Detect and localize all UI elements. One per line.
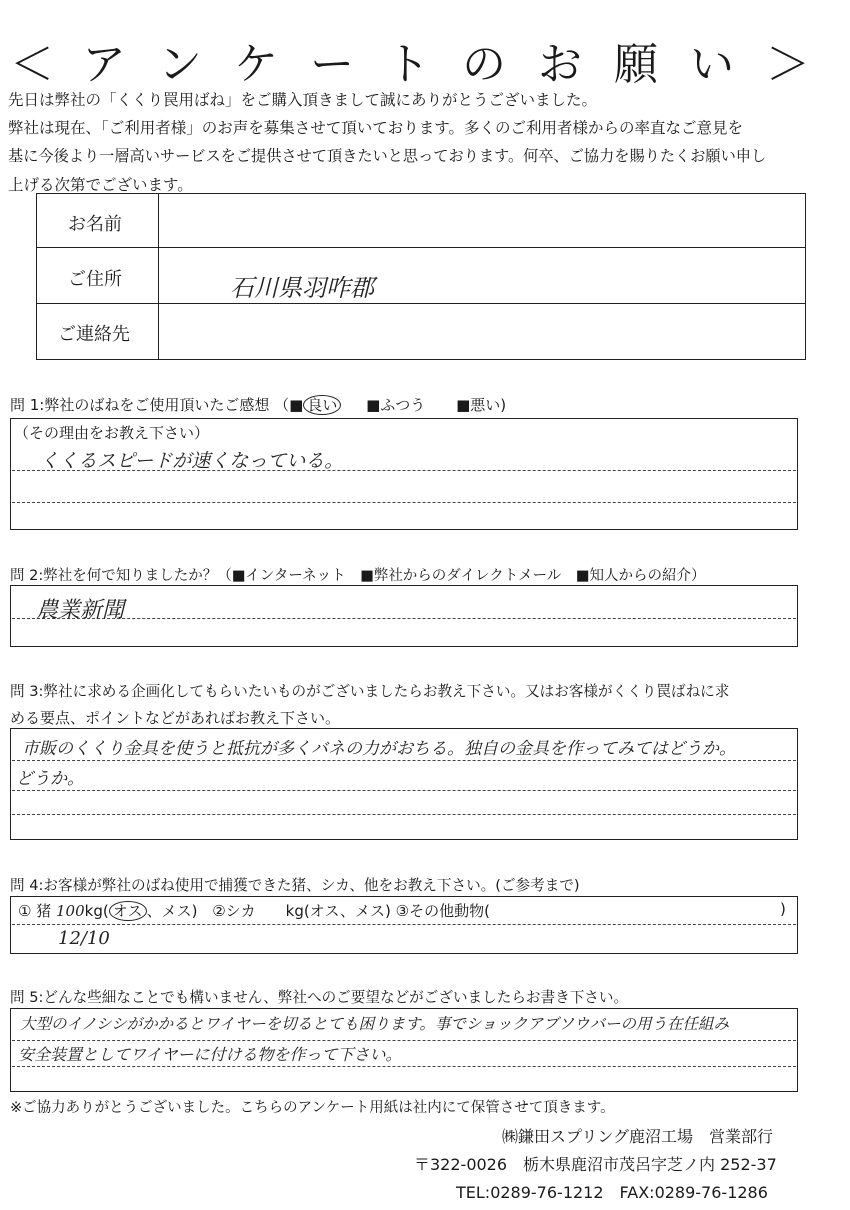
q4-boar-male[interactable]: オス [109, 901, 147, 921]
title-char: ア [82, 39, 128, 90]
q1-option-normal[interactable]: ■ふつう [366, 396, 426, 414]
q1-option-good[interactable]: 良い [303, 395, 341, 415]
q4-boar-rest: 、メス) [146, 902, 198, 920]
answer-line [12, 618, 796, 619]
q1-question [10, 394, 506, 415]
q2-answer[interactable]: 農業新聞 [36, 598, 125, 623]
q4-boar-prefix: ① 猪 [18, 902, 52, 920]
q2-answer-box [10, 585, 798, 647]
answer-line [12, 790, 796, 791]
title-char: の [462, 39, 508, 90]
q1-reason-label: （その理由をお教え下さい） [14, 424, 210, 442]
address-value[interactable]: 石川県羽咋郡 [230, 274, 374, 302]
title-open-bracket: ＜ [10, 39, 56, 90]
info-row-line [36, 303, 806, 304]
intro-line: 弊社は現在、「ご利用者様」のお声を募集させて頂いております。多くのご利用者様からの率直なご意見を [8, 119, 744, 137]
q4-other-close: ) [780, 900, 786, 918]
q4-boar-weight[interactable]: 100 [56, 902, 85, 920]
q5-answer-line1[interactable]: 大型のイノシシがかかるとワイヤーを切るとても困ります。事でショックアブソウバーの用う在任組み [20, 1015, 730, 1033]
q3-question-line2: める要点、ポイントなどがあればお教え下さい。 [10, 709, 341, 727]
answer-line [12, 502, 796, 503]
q4-question: 問 4:お客様が弊社のばね使用で捕獲できた猪、シカ、他をお教え下さい。(ご参考まで) [10, 877, 580, 894]
address-label: ご住所 [68, 269, 122, 290]
title-char: い [690, 39, 736, 90]
title-char: ー [310, 39, 356, 90]
intro-line: 先日は弊社の「くくり罠用ばね」をご購入頂きまして誠にありがとうございました。 [8, 91, 598, 109]
title-char: ン [158, 39, 204, 90]
answer-line [12, 814, 796, 815]
title-char: ケ [234, 39, 280, 90]
q5-answer-line2[interactable]: 安全装置としてワイヤーに付ける物を作って下さい。 [18, 1045, 402, 1064]
answer-line [12, 1066, 796, 1067]
contact-label: ご連絡先 [58, 324, 130, 345]
info-table [36, 193, 806, 360]
q1-option-bad[interactable]: ■悪い) [456, 396, 507, 414]
q4-deer[interactable]: ②シカ kg(オス、メス) [212, 902, 391, 920]
footer-company: ㈱鎌田スプリング鹿沼工場 営業部行 [502, 1127, 774, 1146]
q4-answer[interactable]: 12/10 [58, 928, 110, 949]
q1-answer[interactable]: くくるスピードが速くなっている。 [40, 450, 344, 472]
answer-line [12, 1040, 796, 1041]
footer-thanks: ※ご協力ありがとうございました。こちらのアンケート用紙は社内にて保管させて頂きます。 [10, 1100, 615, 1116]
page-title [10, 28, 840, 88]
info-row-line [36, 247, 806, 248]
title-char: お [538, 39, 584, 90]
footer-phone: TEL:0289-76-1212 FAX:0289-76-1286 [456, 1183, 768, 1202]
q5-question: 問 5:どんな些細なことでも構いません、弊社へのご要望などがございましたらお書き下さい。 [10, 989, 629, 1006]
q1-text: 問 1:弊社のばねをご使用頂いたご感想 （■ [10, 396, 304, 414]
answer-line [12, 760, 796, 761]
title-char: ト [386, 39, 432, 90]
q4-options [18, 900, 490, 921]
q4-boar-unit: kg( [84, 902, 109, 920]
q3-answer-line2[interactable]: どうか。 [16, 769, 84, 789]
intro-line: 基に今後より一層高いサービスをご提供させて頂きたいと思っております。何卒、ご協力を賜りたくお願い申し [8, 147, 767, 165]
info-divider [158, 193, 159, 360]
answer-line [12, 924, 796, 925]
name-label: お名前 [68, 214, 122, 235]
footer-address: 〒322-0026 栃木県鹿沼市茂呂字芝ノ内 252-37 [414, 1155, 777, 1174]
q3-question-line1: 問 3:弊社に求める企画化してもらいたいものがございましたらお教え下さい。又はお客様がくくり罠ばねに求 [10, 683, 730, 700]
q4-other[interactable]: ③その他動物( [395, 902, 490, 920]
title-char: 願 [614, 39, 660, 90]
intro-line: 上げる次第でございます。 [8, 176, 193, 194]
title-close-bracket: ＞ [766, 39, 812, 90]
q2-question: 問 2:弊社を何で知りましたか？（■インターネット ■弊社からのダイレクトメール ■知人からの紹介） [10, 568, 706, 584]
q3-answer-line1[interactable]: 市販のくくり金具を使うと抵抗が多くバネの力がおちる。独自の金具を作ってみてはどうか。 [22, 739, 736, 759]
